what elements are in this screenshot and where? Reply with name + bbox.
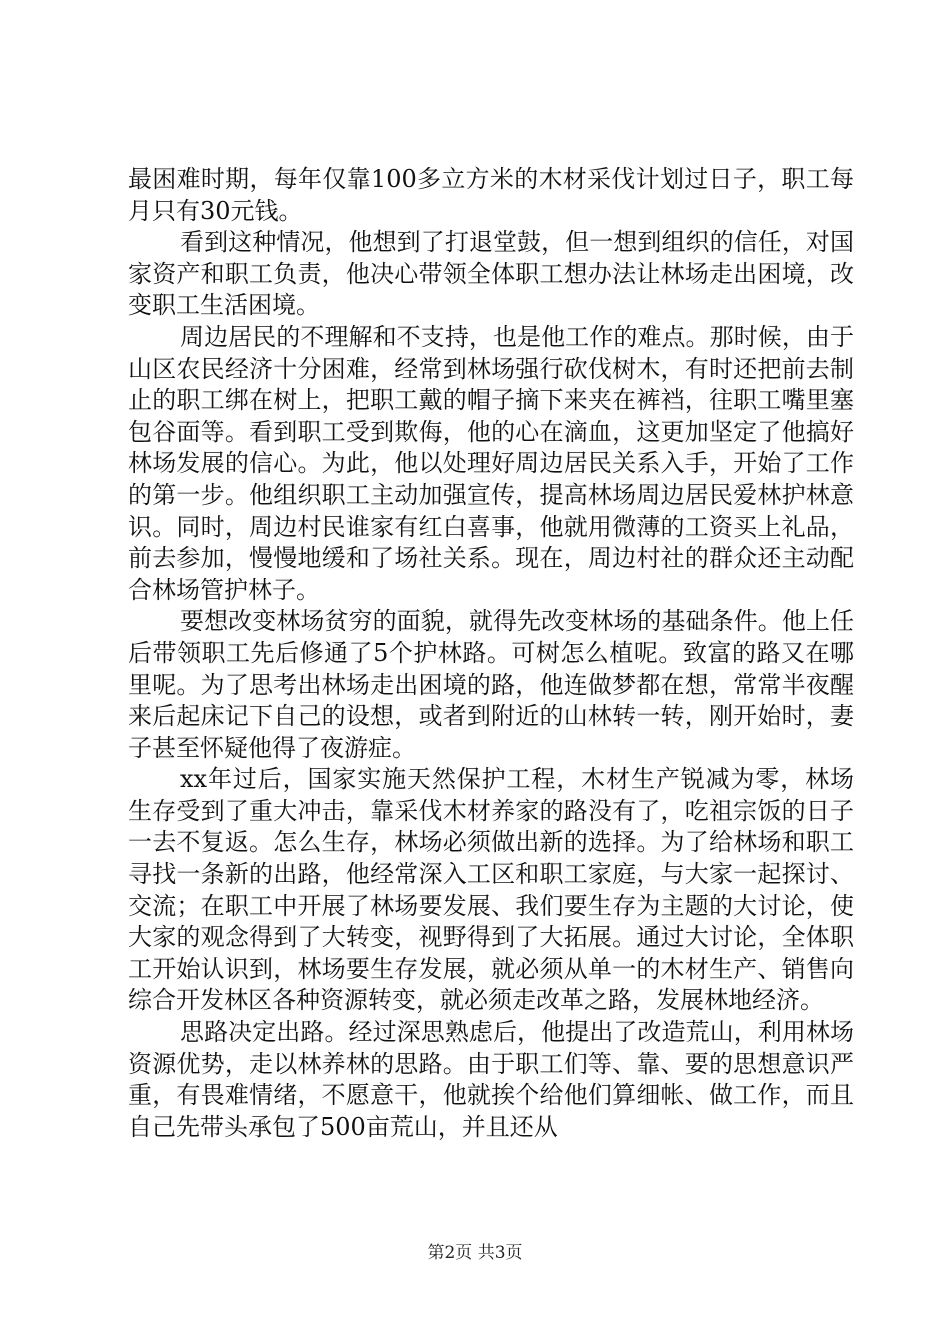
paragraph: 思路决定出路。经过深思熟虑后，他提出了改造荒山，利用林场资源优势，走以林养林的思路。由于职工们等、靠、要的思想意识严重，有畏难情绪，不愿意干，他就挨个给他们算细帐、做工作，而且自己先带头承包了500亩荒山，并且还从 [128, 1018, 854, 1141]
page-number-footer: 第2页 共3页 [427, 1243, 523, 1263]
paragraph: 周边居民的不理解和不支持，也是他工作的难点。那时候，由于山区农民经济十分困难，经常到林场强行砍伐树木，有时还把前去制止的职工绑在树上，把职工戴的帽子摘下来夹在裤裆，往职工嘴里塞包谷面等。看到职工受到欺侮，他的心在滴血，这更加坚定了他搞好林场发展的信心。为此，他以处理好周边居民关系入手，开始了工作的第一步。他组织职工主动加强宣传，提高林场周边居民爱林护林意识。同时，周边村民谁家有红白喜事，他就用微薄的工资买上礼品，前去参加，慢慢地缓和了场社关系。现在，周边村社的群众还主动配合林场管护林子。 [128, 322, 854, 604]
paragraph: 要想改变林场贫穷的面貌，就得先改变林场的基础条件。他上任后带领职工先后修通了5个护林路。可树怎么植呢。致富的路又在哪里呢。为了思考出林场走出困境的路，他连做梦都在想，常常半夜醒来后起床记下自己的设想，或者到附近的山林转一转，刚开始时，妻子甚至怀疑他得了夜游症。 [128, 607, 854, 762]
document-body [128, 164, 854, 1143]
paragraph-continued: 最困难时期，每年仅靠100多立方米的木材采伐计划过日子，职工每月只有30元钱。 [128, 165, 854, 225]
paragraph: 看到这种情况，他想到了打退堂鼓，但一想到组织的信任，对国家资产和职工负责，他决心带领全体职工想办法让林场走出困境，改变职工生活困境。 [128, 228, 854, 320]
paragraph: xx年过后，国家实施天然保护工程，木材生产锐减为零，林场生存受到了重大冲击，靠采伐木材养家的路没有了，吃祖宗饭的日子一去不复返。怎么生存，林场必须做出新的选择。为了给林场和职工寻找一条新的出路，他经常深入工区和职工家庭，与大家一起探讨、交流；在职工中开展了林场要发展、我们要生存为主题的大讨论，使大家的观念得到了大转变，视野得到了大拓展。通过大讨论，全体职工开始认识到，林场要生存发展，就必须从单一的木材生产、销售向综合开发林区各种资源转变，就必须走改革之路，发展林地经济。 [128, 765, 854, 1015]
